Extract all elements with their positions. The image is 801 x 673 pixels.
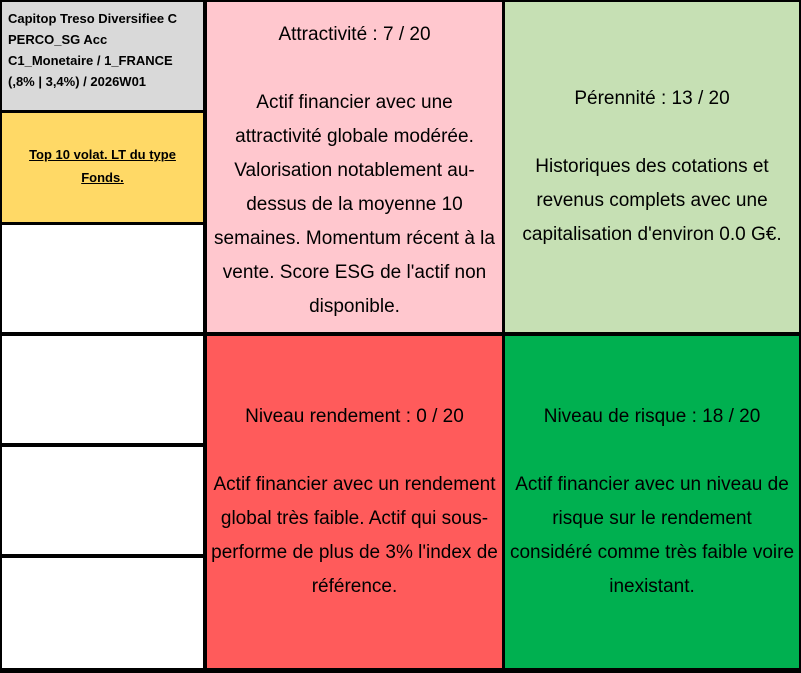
asset-name-line: Capitop Treso Diversifiee C	[8, 11, 178, 26]
empty-cell-4	[2, 558, 203, 668]
asset-category-line: C1_Monetaire / 1_FRANCE	[8, 53, 173, 68]
rendement-description: Actif financier avec un rendement global très faible. Actif qui sous-performe de plus de 3% l'index de référence.	[211, 474, 498, 597]
rendement-title: Niveau rendement : 0 / 20	[245, 406, 464, 427]
asset-info-cell	[2, 2, 203, 110]
asset-range-week-line: (,8% | 3,4%) / 2026W01	[8, 74, 147, 89]
top10-link[interactable]: Top 10 volat. LT du type Fonds.	[29, 147, 176, 185]
rendement-panel	[207, 336, 502, 668]
perennite-panel	[505, 2, 799, 332]
asset-plan-line: PERCO_SG Acc	[8, 32, 108, 47]
attractivite-title: Attractivité : 7 / 20	[278, 24, 431, 45]
risque-description: Actif financier avec un niveau de risque sur le rendement considéré comme très faible voire inexistant.	[509, 474, 795, 597]
attractivite-description: Actif financier avec une attractivité globale modérée. Valorisation notablement au-dessus de la moyenne 10 semaines. Momentum récent à la vente. Score ESG de l'actif non disponible.	[214, 92, 495, 317]
attractivite-panel	[207, 2, 502, 332]
empty-cell-2	[2, 336, 203, 443]
empty-cell-1	[2, 225, 203, 332]
perennite-title: Pérennité : 13 / 20	[574, 88, 730, 109]
empty-cell-3	[2, 447, 203, 554]
top10-cell	[2, 113, 203, 222]
risque-panel	[505, 336, 799, 668]
perennite-description: Historiques des cotations et revenus complets avec une capitalisation d'environ 0.0 G€.	[522, 156, 782, 245]
risque-title: Niveau de risque : 18 / 20	[543, 406, 761, 427]
